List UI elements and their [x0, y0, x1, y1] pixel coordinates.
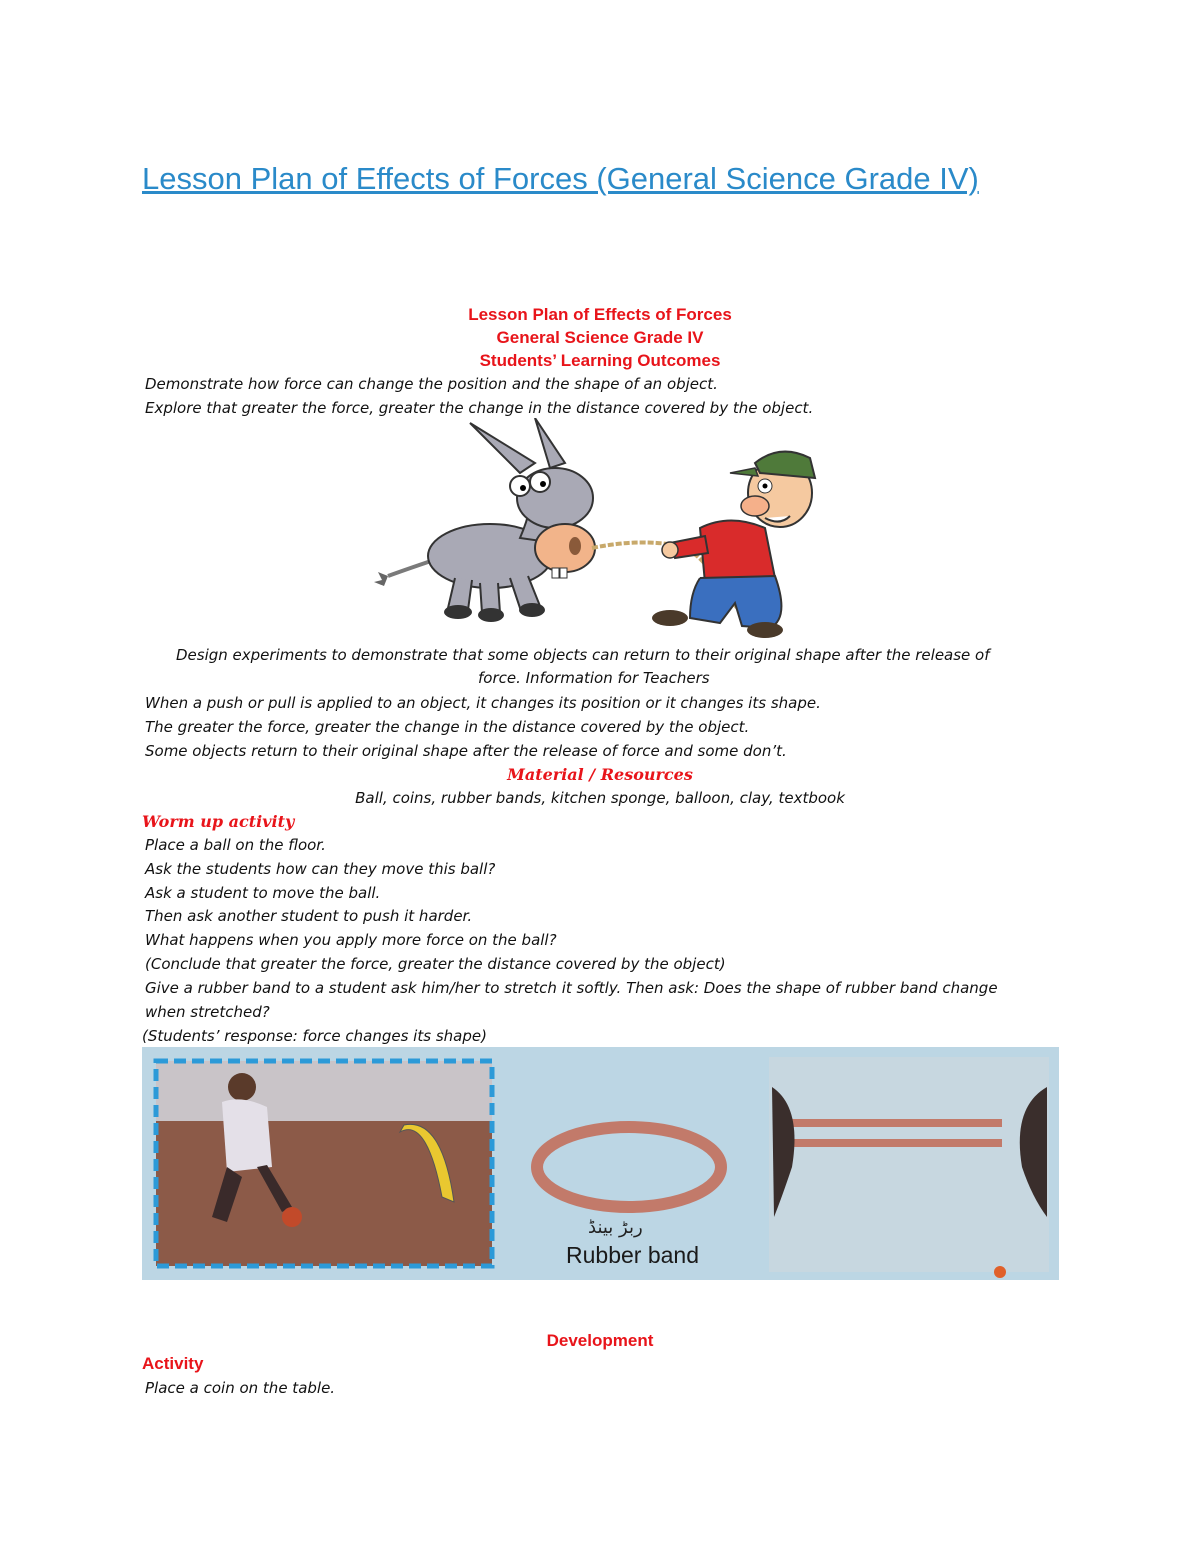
conclude-note: (Conclude that greater the force, greater the distance covered by the object): [145, 955, 726, 973]
list-item: Place a ball on the floor.: [145, 836, 326, 854]
list-item: When a push or pull is applied to an object, it changes its position or it changes its shape.: [145, 694, 821, 712]
list-item: The greater the force, greater the change in the distance covered by the object.: [145, 718, 750, 736]
list-item: Ask a student to move the ball.: [145, 884, 381, 902]
activity-heading: Activity: [142, 1354, 204, 1373]
list-item: Then ask another student to push it harder.: [145, 907, 473, 925]
urdu-caption: ربڑ بینڈ: [588, 1217, 643, 1238]
rubber-band-photo: [142, 1047, 1059, 1280]
warmup-heading: Worm up activity: [142, 812, 295, 831]
list-item: Demonstrate how force can change the position and the shape of an object.: [145, 375, 718, 393]
list-item: Ask the students how can they move this ball?: [145, 860, 496, 878]
photo-caption: Rubber band: [566, 1242, 699, 1268]
design-experiment-text: Design experiments to demonstrate that some objects can return to their original shape after the release of: [176, 646, 990, 664]
students-response: (Students’ response: force changes its shape): [142, 1027, 487, 1045]
list-item: Some objects return to their original shape after the release of force and some don’t.: [145, 742, 787, 760]
materials-list: Ball, coins, rubber bands, kitchen sponge, balloon, clay, textbook: [355, 789, 845, 807]
page-title: Lesson Plan of Effects of Forces (General Science Grade IV): [142, 161, 979, 196]
lesson-heading: Lesson Plan of Effects of Forces: [468, 305, 732, 324]
materials-heading: Material / Resources: [507, 765, 693, 784]
list-item: Explore that greater the force, greater the change in the distance covered by the object.: [145, 399, 814, 417]
development-heading: Development: [546, 1331, 654, 1350]
list-item: What happens when you apply more force on the ball?: [145, 931, 557, 949]
grade-heading: General Science Grade IV: [496, 328, 704, 347]
outcomes-heading: Students’ Learning Outcomes: [479, 351, 721, 370]
information-for-teachers-text: force. Information for Teachers: [478, 669, 710, 687]
rubber-band-question-cont: when stretched?: [145, 1003, 270, 1021]
list-item: Place a coin on the table.: [145, 1379, 336, 1397]
list-item: Give a rubber band to a student ask him/her to stretch it softly. Then ask: Does the shape of rubber band change: [145, 979, 998, 997]
donkey-cartoon-image: [370, 418, 840, 640]
